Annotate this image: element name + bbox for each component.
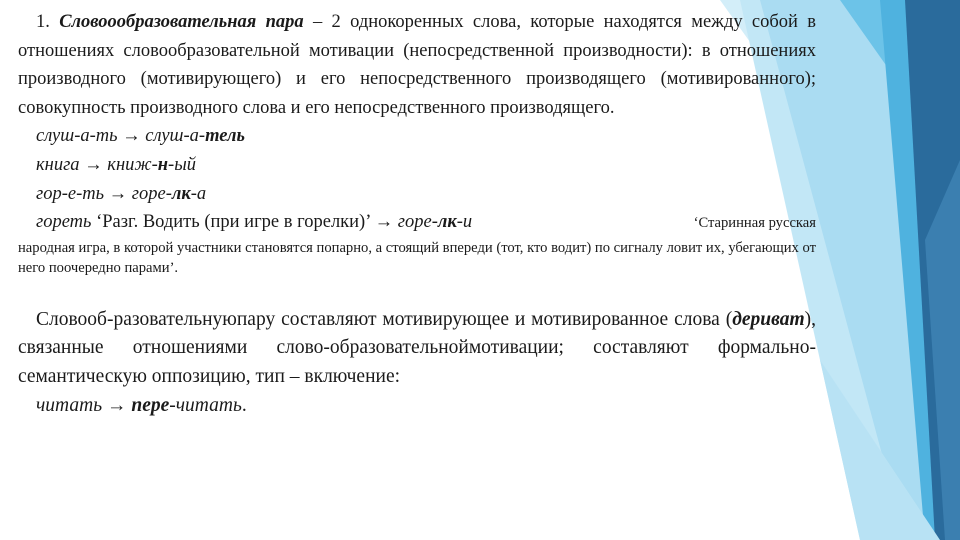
definition-paragraph bbox=[18, 8, 816, 122]
example-gorelki-line: гореть ‘Разг. Водить (при игре в горелки)’ → горе-лк-и ‘Старинная русская bbox=[18, 208, 816, 238]
example-line: книга → книж-н-ый bbox=[36, 154, 196, 175]
paragraph-number: 1. bbox=[36, 12, 50, 32]
slide-text-content bbox=[18, 8, 816, 420]
term-word-formation-pair: Словоообразовательная пара bbox=[59, 12, 304, 32]
derivative-paragraph: Словооб-разовательнуюпару составляют мотивирующее и мотивированное слова (дериват), связанные отношениями слово-образовательноймотивации; составляют формально-семантическую оппозицию, тип – включение: bbox=[18, 308, 816, 387]
definition-gorelki-start: ‘Старинная русская bbox=[693, 215, 816, 232]
example-line: гор-е-ть → горе-лк-а bbox=[36, 183, 207, 204]
example-chitat-line: читать → пере-читать. bbox=[36, 394, 247, 416]
example-line: слуш-а-ть → слуш-а-тель bbox=[36, 126, 245, 147]
definition-gorelki-text: народная игра, в которой участники становятся попарно, а стоящий впереди (тот, кто водит) по сигналу ловит их, убегающих от него поочередно парами’. bbox=[18, 239, 816, 276]
term-derivat: дериват bbox=[732, 308, 805, 330]
definition-text: – 2 однокоренных слова, которые находятся между собой в отношениях словообразовательной мотивации (непосредственной производности): в отношениях производного (мотивирующего) и его непосредственного производящего (мотивированного); совокупность производного слова и его непосредственного производящего. bbox=[18, 12, 817, 118]
